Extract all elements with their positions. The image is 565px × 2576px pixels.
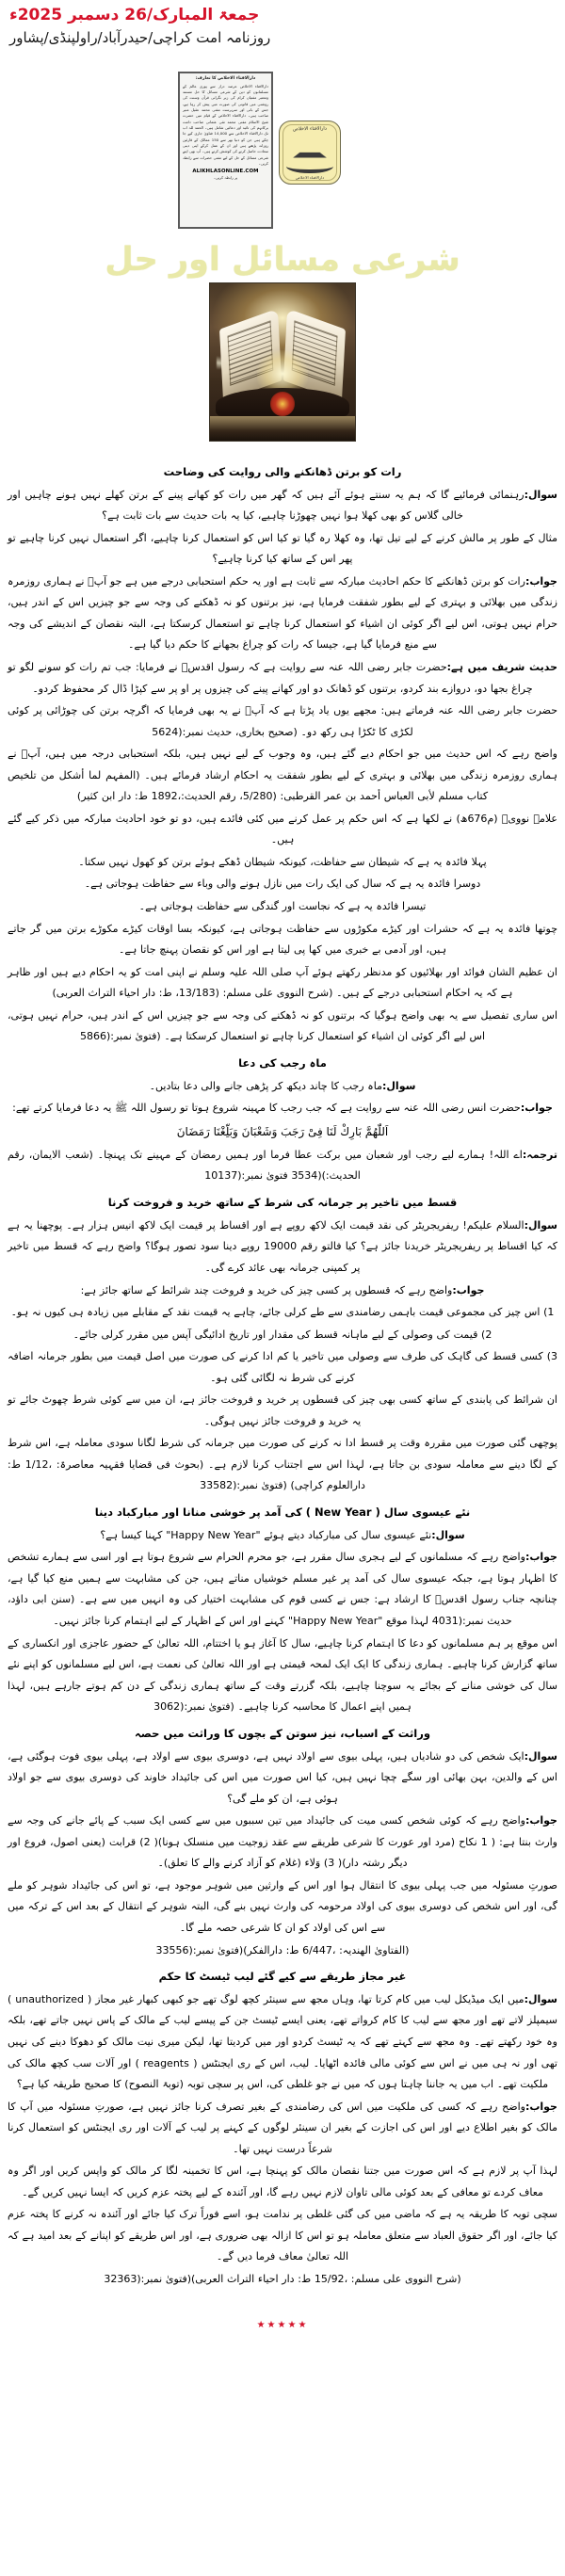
body-paragraph xyxy=(8,852,557,874)
body-paragraph xyxy=(8,1940,557,1962)
body-paragraph xyxy=(8,1433,557,1497)
paragraph-text: صورتِ مسئولہ میں جب پہلی بیوی کا انتقال ہوا اور اس کے وارثین میں شوہر موجود ہے، تو اس کی جائیداد شوہر کو ملے گی، اور اس شخص کی دوسری بیوی کی اولاد مرحومہ کی وارث نہیں بنے گی، البتہ شوہر کے انتقال کے بعد اس کے ترکہ میں سے اس کی اولاد کو ان کا شرعی حصہ ملے گا۔ xyxy=(8,1878,557,1934)
masthead xyxy=(0,0,565,49)
paragraph-text: حضرت انس رضی اللہ عنہ سے روایت ہے کہ جب رجب کا مہینہ شروع ہوتا تو رسول اللہ ﷺ یہ دعا فرمایا کرتے تھے: xyxy=(12,1102,521,1115)
paragraph-label: جواب: xyxy=(520,1102,553,1115)
paragraph-text: اَللّٰهُمَّ بَارِكْ لَنَا فِیْ رَجَبَ وَشَعْبَانَ وَبَلِّغْنَا رَمَضَانَ xyxy=(176,1124,389,1138)
paragraph-text: رہنمائی فرمائیے گا کہ ہم یہ سنتے ہوئے آئے ہیں کہ گھر میں رات کو کھانے پینے کے برتن کھلے نہیں ہونے چاہیں اور خالی گلاس کو بھی کھلا ہوا نہیں چھوڑنا چاہیے، کیا یہ بات حدیث سے بات ثابت ہے؟ xyxy=(8,488,525,523)
paragraph-text: دوسرا فائدہ یہ ہے کہ سال کی ایک رات میں نازل ہونے والی وباء سے حفاظت ہوجاتی ہے۔ xyxy=(84,877,481,891)
paragraph-text: ان شرائط کی پابندی کے ساتھ کسی بھی چیز کی قسطوں پر خرید و فروخت جائز ہے، ان میں سے کوئی شرط چھوٹ جائے تو یہ خرید و فروخت جائز نہیں ہوگی۔ xyxy=(8,1393,557,1427)
logo-arabic-top: دارالافتاء الاخلاص xyxy=(292,125,328,133)
stand-medallion xyxy=(270,392,295,416)
body-paragraph xyxy=(8,1634,557,1718)
question-heading: ماہ رجب کی دعا xyxy=(238,1055,327,1070)
paragraph-label: جواب: xyxy=(525,1814,557,1827)
paragraph-text: واضح رہے کہ قسطوں پر کسی چیز کی خرید و فروخت چند شرائط کے ساتھ جائز ہے: xyxy=(80,1283,453,1296)
intro-box-tagline: پر رابطہ کریں۔ xyxy=(213,175,238,181)
paragraph-text: حضرت جابر رضی اللہ عنہ سے روایت ہے کہ رسول اقدسؐ نے فرمایا: جب تم رات کو سونے لگو تو چراغ بجھا دو، دروازے بند کردو، برتنوں کو ڈھانک دو اور کھانے پینے کی چیزوں پر او پر سے کپڑا ڈال کر محفوظ کردو۔ xyxy=(8,660,533,695)
question-paragraph xyxy=(8,1989,557,2096)
paragraph-text: علامہ نوویؒ (م676ھ) نے لکھا ہے کہ اس حکم پر عمل کرنے میں کئی فائدے ہیں، دو تو خود احادیث مبارکہ میں ذکر کیے گئے ہیں۔ xyxy=(8,812,557,846)
paragraph-text: نئے عیسوی سال کی مبارکباد دیتے ہوئے "Happy New Year" کہنا کیسا ہے؟ xyxy=(100,1528,432,1541)
paragraph-text: سچی توبہ کا طریقہ یہ ہے کہ ماضی میں کی گئی غلطی پر ندامت ہو، اسے فوراً ترک کیا جائے اور آئندہ نہ کرنے کا پختہ عزم کیا جائے، اور اگر حقوق العباد سے متعلق معاملہ ہو تو اس کا ازالہ بھی ضروری ہے، اور اس طریقے کو اپنانے کے بعد امید ہے کہ اللہ تعالیٰ معاف فرما دیں گے۔ xyxy=(8,2208,557,2263)
paragraph-label: سوال: xyxy=(524,1992,557,2005)
dar-ul-ifta-intro-box xyxy=(178,72,273,229)
body-paragraph xyxy=(8,809,557,851)
paragraph-text: ماہ رجب کا چاند دیکھ کر پڑھی جانے والی دعا بتادیں۔ xyxy=(149,1079,382,1092)
quran-hero-image xyxy=(209,282,356,442)
question-heading: نئے عیسوی سال ( New Year ) کی آمد پر خوشی منانا اور مبارکباد دینا xyxy=(94,1505,471,1519)
paragraph-text: پوچھی گئی صورت میں مقررہ وقت پر قسط ادا نہ کرنے کی صورت میں جرمانہ کی شرط لگانا سودی معاملہ ہے، اس شرط کے لگا دینے سے معاملہ سودی بن جاتا ہے، لہذا اس سے اجتناب کرنا لازم ہے۔ (بحوث فی قضایا فقہیہ معاصرۃ: ،1/12 ط: دارالعلوم کراچی) (فتویٰ نمبر:(33582 xyxy=(8,1437,558,1492)
paragraph-text: لہذا آپ پر لازم ہے کہ اس صورت میں جتنا نقصان مالک کو پہنچا ہے، اس کا تخمینہ لگا کر مالک کو واپس کریں اور اگر وہ معاف کردے تو معافی کے بعد کوئی مالی تاوان لازم نہیں رہے گا، اور آئندہ کے لیے پختہ عزم کریں کہ ایسا نہیں کریں گے۔ xyxy=(8,2165,557,2198)
body-paragraph xyxy=(8,1302,557,1324)
body-paragraph xyxy=(8,919,557,961)
body-paragraph xyxy=(8,962,557,1005)
paragraph-text: مثال کے طور پر مالش کرنے کے لیے تیل تھا، وہ کھلا رہ گیا تو کیا اس کو استعمال کرنا چاہیے، اگر استعمال نہیں کرنا چاہیے تو پھر اس کے ساتھ کیا کرنا چاہیے؟ xyxy=(8,531,557,566)
body-paragraph xyxy=(8,2161,557,2203)
question-paragraph xyxy=(8,1525,557,1547)
paragraph-label: سوال: xyxy=(524,488,557,501)
paragraph-text: چوتھا فائدہ یہ ہے کہ حشرات اور کیڑے مکوڑوں سے حفاظت ہوجاتی ہے، کیونکہ بسا اوقات کیڑے مکوڑے برتن میں گر جاتے ہیں، اور آدمی بے خبری میں کھا پی لیتا ہے اور اس کو نقصان پہنچ جاتا ہے۔ xyxy=(8,922,557,957)
paragraph-text: تیسرا فائدہ یہ ہے کہ نجاست اور گندگی سے حفاظت ہوجاتی ہے۔ xyxy=(138,899,427,912)
body-paragraph xyxy=(8,744,557,808)
paragraph-text: اے اللہ! ہمارے لیے رجب اور شعبان میں برکت عطا فرما اور ہمیں رمضان کے مہینے تک پہنچا۔ (شعب الایمان، رقم الحدیث:)(3534 فتویٰ نمبر:(10137 xyxy=(8,1148,523,1183)
question-heading: غیر مجاز طریقے سے کیے گئے لیب ٹیسٹ کا حکم xyxy=(158,1970,407,1984)
paragraph-text: 3) کسی قسط کی گاہک کی طرف سے وصولی میں تاخیر یا کم ادا کرنے کی صورت میں اصل قیمت میں بطور جرمانہ اضافہ کرنے کی شرط نہ لگائی گئی ہو۔ xyxy=(8,1350,557,1384)
website-url[interactable]: ALIKHLASONLINE.COM xyxy=(192,169,259,175)
paragraph-label: سوال: xyxy=(524,1218,557,1232)
answer-paragraph xyxy=(8,1280,557,1302)
body-paragraph xyxy=(8,1325,557,1346)
answer-paragraph xyxy=(8,1811,557,1875)
paragraph-label: جواب: xyxy=(525,2100,557,2113)
paragraph-text: واضح رہے کہ کوئی شخص کسی میت کی جائیداد میں تین سببوں میں سے کسی ایک سبب کے پائے جانے کی وجہ سے وارث بنتا ہے: ( 1 نکاح (مرد اور عورت کا شرعی طریقے سے عقد زوجیت میں منسلک ہونا)( 2) قرابت (یعنی اصول، فروع اور دیگر رشتہ دار)( 3) وَلاء (غلام کو آزاد کرنے والے کا تعلق)۔ xyxy=(8,1814,557,1870)
question-paragraph xyxy=(8,1747,557,1811)
body-paragraph xyxy=(8,657,557,700)
body-paragraph xyxy=(8,1346,557,1389)
answer-paragraph xyxy=(8,2097,557,2161)
masthead-date: جمعۃ المبارک/26 دسمبر 2025ء xyxy=(9,6,260,24)
question-heading: قسط میں تاخیر پر جرمانہ کی شرط کے ساتھ خرید و فروخت کرنا xyxy=(107,1196,458,1210)
paragraph-text: (الفتاویٰ الھندیہ: ،6/447 ط: دارالفکر)(فتویٰ نمبر:(33556 xyxy=(155,1943,410,1956)
answer-paragraph xyxy=(8,1547,557,1632)
article-body xyxy=(0,462,565,2316)
body-paragraph xyxy=(8,2269,557,2291)
paragraph-text: پہلا فائدہ یہ ہے کہ شیطان سے حفاظت، کیونکہ شیطان ڈھکے ہوئے برتن کو کھول نہیں سکتا۔ xyxy=(78,855,487,868)
answer-paragraph xyxy=(8,1098,557,1119)
paragraph-text: ایک شخص کی دو شادیاں ہیں، پہلی بیوی سے اولاد نہیں ہے، دوسری بیوی سے اولاد ہے، پہلی بیوی فوت ہوگئی ہے، اس کے والدین، بہن بھائی اور سگے چچا نہیں ہیں، کیا اس صورت میں اس کی جائیداد خاوند کی دوسری بیوی سے جو اولاد ہوئی ہے، ان کو ملے گی؟ xyxy=(8,1749,557,1805)
body-paragraph xyxy=(8,700,557,743)
paragraph-text: واضح رہے کہ اس حدیث میں جو احکام دیے گئے ہیں، وہ وجوب کے لیے نہیں ہیں، بلکہ استحبابی درجہ میں ہیں، آپؐ نے ہماری روزمرہ زندگی میں بھلائی و بہتری کے لیے بطور شفقت یہ احکام ارشاد فرمائے ہیں۔ (المفہم لما أشکل من تلخیص کتاب مسلم لأبی العباس أحمد بن عمر القرطبی: (5/280، رقم الحدیث:،1892 ط: دار ابن کثیر) xyxy=(8,748,557,803)
question-paragraph xyxy=(8,1216,557,1280)
paragraph-text: 1) اس چیز کی مجموعی قیمت باہمی رضامندی سے طے کرلی جائے، چاہے یہ قیمت نقد کے مقابلے میں زیادہ ہی کیوں نہ ہو۔ xyxy=(10,1306,555,1319)
answer-paragraph xyxy=(8,572,557,656)
paragraph-text: اس موقع پر ہم مسلمانوں کو دعا کا اہتمام کرنا چاہیے، سال کا آغاز ہو یا اختتام، اللہ تعالیٰ کے حضور عاجزی اور انکساری کے ساتھ گزارش کرنا چاہیے۔ ہماری زندگی کا ایک ایک لمحہ قیمتی ہے اور اللہ تعالیٰ کی نعمت ہے، اس لیے مسلمانوں کو اپنے نئے سال کی خوشی منانے کے بجائے یہ سوچنا چاہیے، بلکہ گزرتے وقت کے ساتھ ہماری زندگی کے دن کم ہوتے جارہے ہیں، لہذا ہمیں اپنے اعمال کا محاسبہ کرنا چاہیے۔ (فتویٰ نمبر:(3062 xyxy=(8,1636,557,1714)
logo-arabic-bottom: دارالافتاء الاخلاص xyxy=(295,174,325,180)
body-paragraph xyxy=(8,1876,557,1940)
paragraph-label: سوال: xyxy=(524,1749,557,1763)
dar-ul-ifta-logo xyxy=(279,121,341,185)
intro-box-body: دارالافتاء الاخلاص عرصہ دراز سے پوری عالم کے مسلمانوں کو دین کے شرعی مسائل کا حل مستند ومعتبر مفتیان کرام کی زیر نگرانی قرآن وسنت کی روشنی میں قانونی کی صورت میں پیش کر رہا ہے، جس کے بانی اور سرپرست مفتی محمد عقیل منیر صاحب ہیں۔ دارالافتاء الاخلاص کے قیام میں حضرت شیخ الاسلام مفتی محمد تقی عثمانی صاحب دامت برکاتہم کی تائید اور دعائیں شامل ہیں۔ الحمد للہ اب تک دارالافتاء الاخلاص سے 14,000 فتاویٰ جاری کیے جا چکے ہیں جن کو دنیا بھر سے 150 ممالک کے قارئین روزانہ پڑھتے ہیں اور ان کے عمل کرکے اپنی دینی سعادت حاصل کرتے کی کوشش کرتے ہیں۔ آپ بھی اپنے شرعی مسائل کے حل کے لیے مفتی حضرات سے رابطہ کریں۔ xyxy=(183,83,269,166)
question-heading: وراثت کے اسباب، نیز سوتن کے بچوں کا وراثت میں حصہ xyxy=(135,1726,430,1740)
paragraph-text: میں ایک میڈیکل لیب میں کام کرتا تھا، وہاں مجھ سے سینئر کچھ لوگ تھے جو کبھی کبھار غیر مجاز ( unauthorized ) سیمپلز لاتے تھے اور مجھ سے لیب کا کام کرواتے تھے، یعنی ایسے ٹیسٹ جن کے پیسے لیب کے مالک کے پاس نہیں جاتے تھے، بلکہ وہ خود رکھتے تھے۔ وہ مجھ سے کہتے تھے کہ یہ ٹیسٹ کردو اور میں کردیتا تھا، لیکن میری نیت مالک کو دھوکا دینے کی نہیں تھی اور نہ ہی میں نے اس سے کوئی مالی فائدہ اٹھایا۔ لیب، اس کے ری ایجنٹس ( reagents ) اور آلات سب کچھ مالک کی ملکیت تھے۔ اب میں یہ جاننا چاہتا ہوں کہ میں نے جو غلطی کی، اس پر سچی توبہ (توبۃ النصوح) کا صحیح طریقہ کیا ہے؟ xyxy=(8,1992,557,2091)
body-paragraph xyxy=(8,528,557,571)
paragraph-label: جواب: xyxy=(452,1283,485,1296)
body-paragraph xyxy=(8,1006,557,1048)
paragraph-text: رات کو برتن ڈھانکنے کا حکم احادیث مبارکہ سے ثابت ہے اور یہ حکم استحبابی درجے میں ہے جو آپؐ نے ہماری روزمرہ زندگی میں بھلائی و بہتری کے لیے بطور شفقت فرمایا ہے، نیز برتنوں کو نہ ڈھکنے کی وجہ سے جو چیزیں اس کے اندر ہیں، حرام نہیں ہوتی، اس لیے اگر کوئی ان اشیاء کو استعمال کرنا چاہے تو استعمال کرسکتا ہے، البتہ نقصان کے اندیشے کی وجہ سے منع فرمایا گیا ہے، جیسا کہ رات کو چراغ بجھانے کا حکم دیا گیا ہے۔ xyxy=(8,574,557,652)
paragraph-label: حدیث شریف میں ہے: xyxy=(446,660,558,673)
intro-box-title: دارالافتاء الاخلاص کا تعارف: xyxy=(195,75,256,81)
paragraph-text: اس ساری تفصیل سے یہ بھی واضح ہوگیا کہ برتنوں کو نہ ڈھکنے کی وجہ سے جو چیزیں اس کے اندر ہیں، حرام نہیں ہوتی، اس لیے اگر کوئی ان اشیاء کو استعمال کرنا چاہے تو استعمال کرسکتا ہے۔ (فتویٰ نمبر:(5866 xyxy=(8,1008,557,1043)
paragraph-text: (شرح النووی علی مسلم: ،15/92 ط: دار احیاء التراث العربی)(فتویٰ نمبر:(32363 xyxy=(104,2273,461,2286)
hero-image-wrap xyxy=(0,282,565,442)
paragraph-label: جواب: xyxy=(525,1551,557,1564)
logo-swoosh-icon xyxy=(286,159,333,173)
paragraph-text: ان عظیم الشان فوائد اور بھلائیوں کو مدنظر رکھتے ہوئے آپ صلی اللہ علیہ وسلم نے اپنی امت کو یہ احکام دیے ہیں اور ظاہر ہے کہ یہ احکام استحبابی درجے کے ہیں۔ (شرح النووی علی مسلم: (13/183، ط: دار احیاء التراث العربی) xyxy=(8,965,557,1000)
question-paragraph xyxy=(8,485,557,527)
paragraph-text: السلام علیکم! ریفریجریٹر کی نقد قیمت ایک لاکھ روپے ہے اور اقساط پر قیمت ایک لاکھ انیس ہزار ہے۔ پوچھنا یہ ہے کہ کیا اقساط پر ریفریجریٹر خریدنا جائز ہے؟ کیا فالتو رقم 19000 روپے دینا سود تصور ہوگا؟ واضح رہے کہ قسط میں تاخیر پر کمپنی جرمانہ بھی عائد کرے گی۔ xyxy=(8,1218,557,1274)
paragraph-label: سوال: xyxy=(381,1079,416,1092)
column-title: شرعی مسائل اور حل xyxy=(105,240,460,279)
body-paragraph xyxy=(8,1145,557,1187)
paragraph-text: 2) قیمت کی وصولی کے لیے ماہانہ قسط کی مقدار اور تاریخ ادائیگی آپس میں مقرر کرلی جائے۔ xyxy=(73,1328,492,1341)
body-paragraph xyxy=(8,1390,557,1432)
paragraph-text: واضح رہے کہ کسی کی ملکیت میں اس کی رضامندی کے بغیر تصرف کرنا جائز نہیں ہے، صورتِ مسئولہ میں آپ کا مالک کو بغیر اطلاع دیے اور اس کی اجازت کے بغیر ان سینئر لوگوں کے کہنے پر لیب کے آلات اور ری ایجنٹس کو استعمال کرنا شرعاً درست نہیں تھا۔ xyxy=(8,2100,557,2155)
paragraph-label: جواب: xyxy=(525,574,557,588)
footer-stars: ★★★★★ xyxy=(256,2319,309,2330)
body-paragraph xyxy=(8,896,557,918)
brand-zone xyxy=(0,49,565,251)
paragraph-label: ترجمہ: xyxy=(522,1148,557,1161)
question-heading: رات کو برتن ڈھانکنے والی روایت کی وضاحت xyxy=(163,464,402,478)
paragraph-text: حضرت جابر رضی اللہ عنہ فرماتے ہیں: مجھے یوں یاد پڑتا ہے کہ آپؐ نے یہ بھی فرمایا کہ اگرچہ برتن کی چوڑائی پر کوئی لکڑی کا ٹکڑا ہی رکھ دو۔ (صحیح بخاری، حدیث نمبر:(5624 xyxy=(8,704,557,738)
paragraph-label: سوال: xyxy=(431,1528,465,1541)
logo-chevron-icon xyxy=(293,144,327,158)
arabic-dua-line xyxy=(8,1120,557,1144)
question-paragraph xyxy=(8,1076,557,1098)
floor-reflection xyxy=(210,416,355,441)
body-paragraph xyxy=(8,2204,557,2268)
body-paragraph xyxy=(8,874,557,895)
paragraph-text: واضح رہے کہ مسلمانوں کے لیے ہجری سال مقرر ہے، جو محرم الحرام سے شروع ہوتا ہے اور اسی سے ہمارے تشخص کا اظہار ہوتا ہے، جبکہ عیسوی سال کی آمد پر غیر مسلم خوشیاں مناتے ہیں، جن کی مشابہت سے ہمیں منع کیا گیا ہے، چنانچہ جناب رسول اقدسؐ کا ارشاد ہے: جس نے کسی قوم کی مشابہت اختیار کی وہ انہیں میں سے ہے۔ (سنن ابی داؤد، حدیث نمبر:(4031 لہذا موقع "Happy New Year" کہنے اور اس کے اظہار کے لیے اہتمام کرنا جائز نہیں۔ xyxy=(8,1551,557,1628)
masthead-publication: روزنامہ امت کراچی/حیدرآباد/راولپنڈی/پشاور xyxy=(9,29,271,47)
